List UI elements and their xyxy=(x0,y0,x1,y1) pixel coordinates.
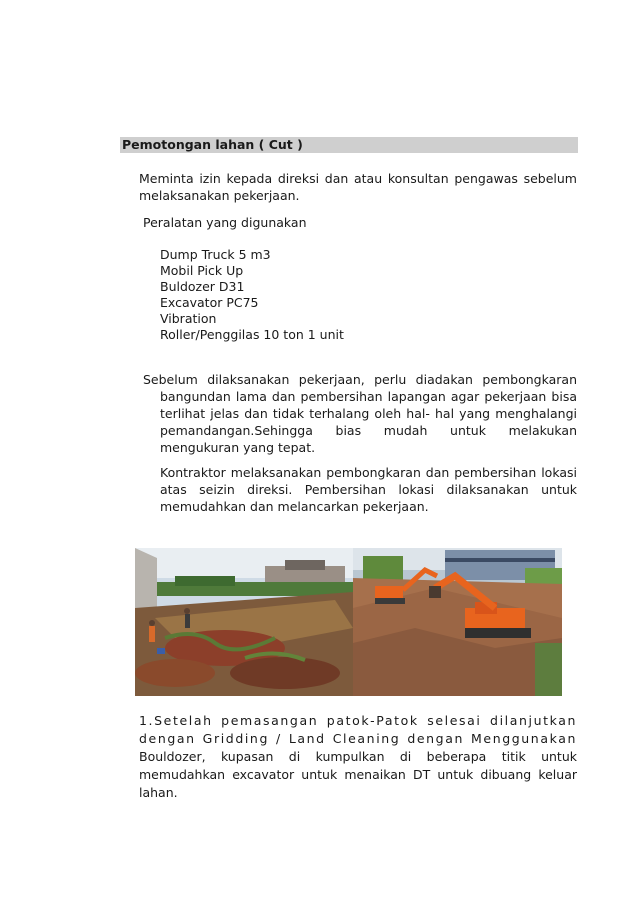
intro-line-2: melaksanakan pekerjaan. xyxy=(139,188,300,203)
step-1-line-2: dengan Gridding / Land Cleaning dengan Menggunakan xyxy=(139,731,577,746)
equipment-item: Dump Truck 5 m3 xyxy=(160,247,271,262)
equipment-title: Peralatan yang digunakan xyxy=(143,215,307,230)
contractor-paragraph: Kontraktor melaksanakan pembongkaran dan pembersihan lokasi atas seizin direksi. Pembersihan lokasi dilaksanakan untuk memudahkan dan melancarkan pekerjaan. xyxy=(160,465,577,514)
equipment-item: Roller/Penggilas 10 ton 1 unit xyxy=(160,327,344,342)
equipment-item: Vibration xyxy=(160,311,217,326)
step-1-paragraph xyxy=(139,712,577,802)
equipment-item: Mobil Pick Up xyxy=(160,263,244,278)
intro-line-1: Meminta izin kepada direksi dan atau konsultan pengawas sebelum xyxy=(139,171,577,186)
equipment-item: Buldozer D31 xyxy=(160,279,245,294)
step-1-body: Bouldozer, kupasan di kumpulkan di beberapa titik untuk memudahkan excavator untuk menaikan DT untuk dibuang keluar lahan. xyxy=(139,749,577,800)
equipment-item: Excavator PC75 xyxy=(160,295,259,310)
demolition-line-1: Sebelum dilaksanakan pekerjaan, perlu diadakan pembongkaran xyxy=(143,372,577,387)
step-1-line-1: 1.Setelah pemasangan patok-Patok selesai dilanjutkan xyxy=(139,713,577,728)
intro-paragraph xyxy=(139,170,577,204)
equipment-list xyxy=(160,247,344,343)
site-clearing-photo xyxy=(135,548,562,696)
section-heading: Pemotongan lahan ( Cut ) xyxy=(120,137,578,153)
demolition-paragraph xyxy=(143,371,577,456)
demolition-body: bangundan lama dan pembersihan lapangan agar pekerjaan bisa terlihat jelas dan tidak terhalang oleh hal- hal yang menghalangi pemandangan.Sehingga bias mudah untuk melakukan mengukuran yang tepat. xyxy=(160,389,577,455)
